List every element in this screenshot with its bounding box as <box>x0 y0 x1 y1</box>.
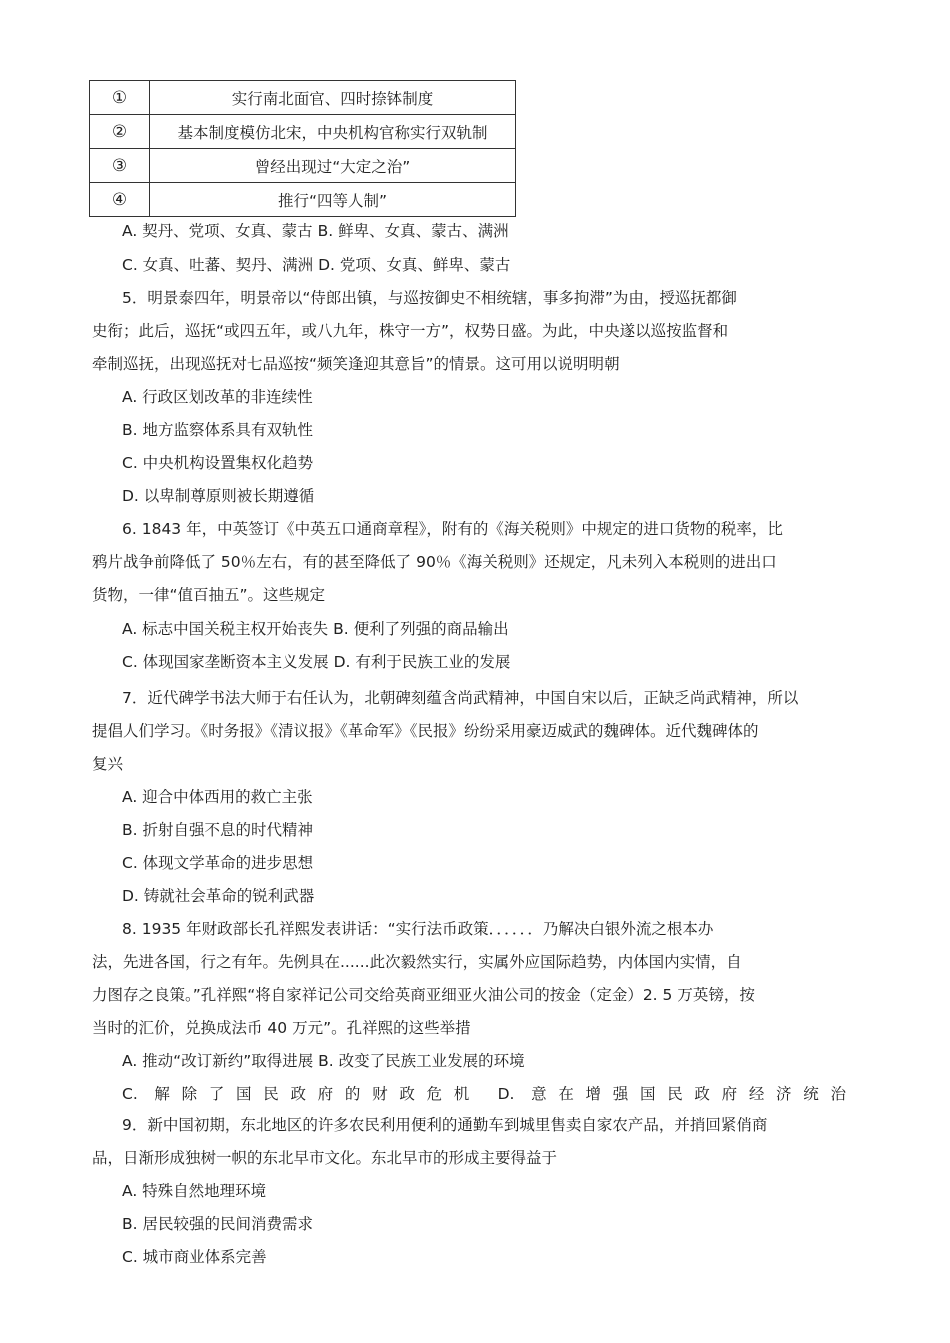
q7-stem-line3: 复兴 <box>92 755 124 773</box>
q8-stem-line3: 力图存之良策。”孔祥熙“将自家祥记公司交给英商亚细亚火油公司的按金（定金）2. 5 万英镑，按 <box>92 986 755 1004</box>
table-row <box>90 183 516 217</box>
q5-stem-line2: 史衔；此后，巡抚“或四五年，或八九年，株守一方”，权势日盛。为此，中央遂以巡按监督和 <box>92 322 729 340</box>
q7-option-a: A. 迎合中体西用的救亡主张 <box>122 788 313 806</box>
q6-stem-line1: 6. 1843 年，中英签订《中英五口通商章程》，附有的《海关税则》中规定的进口货物的税率，比 <box>122 520 783 538</box>
table-row <box>90 81 516 115</box>
q8-stem-line2: 法，先进各国，行之有年。先例具在......此次毅然实行，实属外应国际趋势，内体国内实情，自 <box>92 953 742 971</box>
q8-stem-line4: 当时的汇价，兑换成法币 40 万元”。孔祥熙的这些举措 <box>92 1019 471 1037</box>
q9-option-a: A. 特殊自然地理环境 <box>122 1182 267 1200</box>
q5-option-c: C. 中央机构设置集权化趋势 <box>122 454 314 472</box>
q9-stem-line2: 品，日渐形成独树一帜的东北早市文化。东北早市的形成主要得益于 <box>92 1149 558 1167</box>
q5-option-b: B. 地方监察体系具有双轨性 <box>122 421 313 439</box>
q9-option-c: C. 城市商业体系完善 <box>122 1248 267 1266</box>
q9-stem-line1: 9．新中国初期，东北地区的许多农民利用便利的通勤车到城里售卖自家农产品，并捎回紧俏商 <box>122 1116 768 1134</box>
row-text: 推行“四等人制” <box>150 183 516 217</box>
q7-stem-line1: 7．近代碑学书法大师于右任认为，北朝碑刻蕴含尚武精神，中国自宋以后，正缺乏尚武精神，所以 <box>122 689 799 707</box>
q9-option-b: B. 居民较强的民间消费需求 <box>122 1215 313 1233</box>
q6-stem-line3: 货物，一律“值百抽五”。这些规定 <box>92 586 326 604</box>
row-number: ③ <box>90 149 150 183</box>
q7-option-b: B. 折射自强不息的时代精神 <box>122 821 313 839</box>
q5-option-a: A. 行政区划改革的非连续性 <box>122 388 313 406</box>
q5-option-d: D. 以卑制尊原则被长期遵循 <box>122 487 315 505</box>
row-number: ② <box>90 115 150 149</box>
table-row <box>90 149 516 183</box>
q8-options-cd: C. 解除了国民政府的财政危机 D. 意在增强国民政府经济统治 <box>122 1085 846 1103</box>
row-text: 基本制度模仿北宋，中央机构官称实行双轨制 <box>150 115 516 149</box>
q7-stem-line2: 提倡人们学习。《时务报》《清议报》《革命军》《民报》纷纷采用豪迈威武的魏碑体。近代魏碑体的 <box>92 722 759 740</box>
q7-option-d: D. 铸就社会革命的锐利武器 <box>122 887 315 905</box>
q6-options-ab: A. 标志中国关税主权开始丧失 B. 便利了列强的商品输出 <box>122 620 509 638</box>
row-text: 实行南北面官、四时捺钵制度 <box>150 81 516 115</box>
row-text: 曾经出现过“大定之治” <box>150 149 516 183</box>
q4-options-cd: C. 女真、吐蕃、契丹、满洲 D. 党项、女真、鲜卑、蒙古 <box>122 256 511 274</box>
q6-stem-line2: 鸦片战争前降低了 50％左右，有的甚至降低了 90％《海关税则》还规定，凡未列入本税则的进出口 <box>92 553 777 571</box>
q8-options-ab: A. 推动“改订新约”取得进展 B. 改变了民族工业发展的环境 <box>122 1052 525 1070</box>
q6-options-cd: C. 体现国家垄断资本主义发展 D. 有利于民族工业的发展 <box>122 653 511 671</box>
q5-stem-line1: 5．明景泰四年，明景帝以“侍郎出镇，与巡按御史不相统辖，事多拘滞”为由，授巡抚都御 <box>122 289 737 307</box>
row-number: ④ <box>90 183 150 217</box>
q5-stem-line3: 牵制巡抚，出现巡抚对七品巡按“频笑逢迎其意旨”的情景。这可用以说明明朝 <box>92 355 620 373</box>
q8-stem-line1: 8. 1935 年财政部长孔祥熙发表讲话：“实行法币政策．．．．．．乃解决白银外流之根本办 <box>122 920 714 938</box>
row-number: ① <box>90 81 150 115</box>
q4-options-ab: A. 契丹、党项、女真、蒙古 B. 鲜卑、女真、蒙古、满洲 <box>122 222 509 240</box>
q7-option-c: C. 体现文学革命的进步思想 <box>122 854 314 872</box>
options-table <box>89 80 516 217</box>
table-row <box>90 115 516 149</box>
